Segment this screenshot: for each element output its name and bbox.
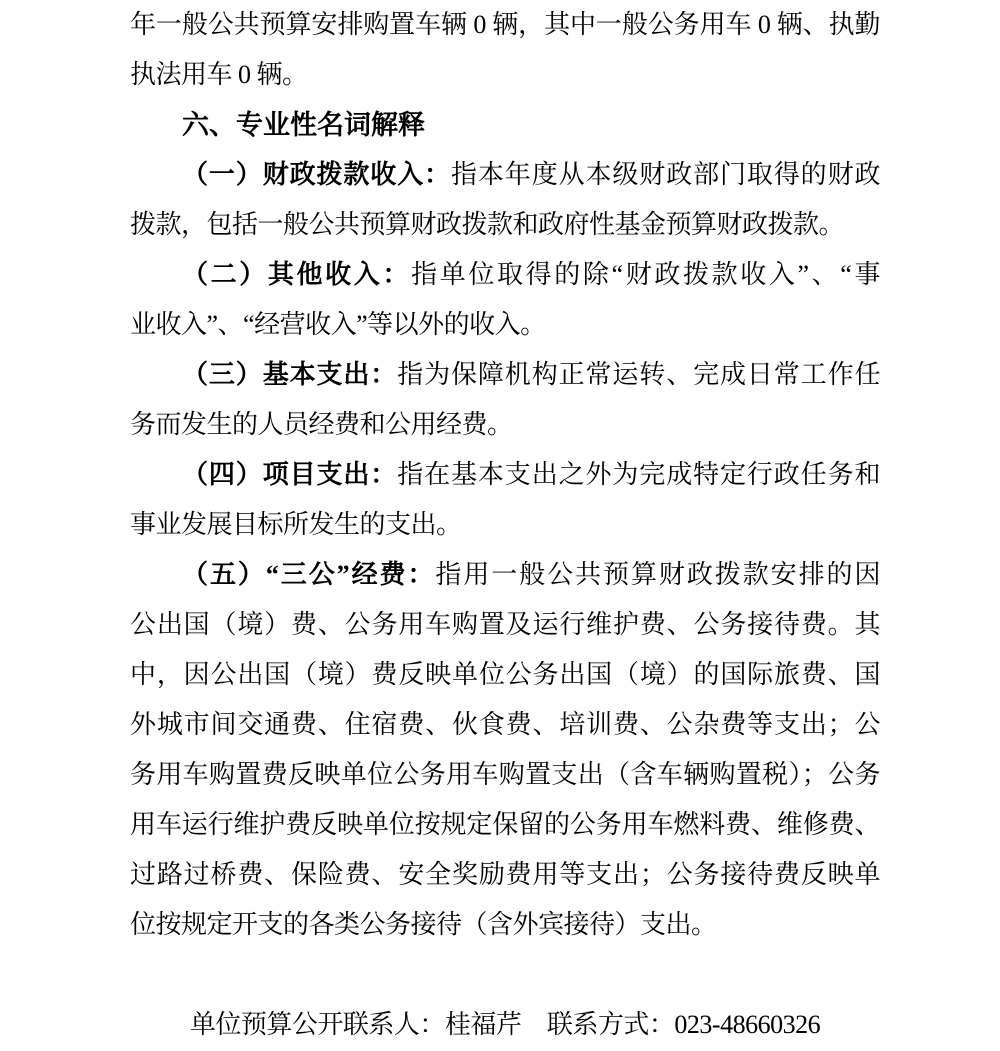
term-1-line-1 — [130, 150, 880, 200]
body-text: 事业发展目标所发生的支出。 — [130, 510, 462, 539]
body-text: 指用一般公共预算财政拨款安排的因 — [435, 560, 880, 589]
term-5-line-5 — [130, 750, 880, 800]
body-text: 位按规定开支的各类公务接待（含外宾接待）支出。 — [130, 910, 717, 939]
body-text: 过路过桥费、保险费、安全奖励费用等支出；公务接待费反映单 — [130, 860, 880, 889]
term-label: （一）财政拨款收入： — [182, 160, 451, 189]
body-text: 指为保障机构正常运转、完成日常工作任 — [397, 360, 880, 389]
body-text: 指在基本支出之外为完成特定行政任务和 — [397, 460, 880, 489]
body-line-carryover-2 — [130, 50, 880, 100]
body-text: 务而发生的人员经费和公用经费。 — [130, 410, 513, 439]
term-label: （五）“三公”经费： — [182, 560, 436, 589]
term-5-line-6 — [130, 800, 880, 850]
body-text: 年一般公共预算安排购置车辆 0 辆，其中一般公务用车 0 辆、执勤 — [130, 10, 880, 39]
term-4-line-2 — [130, 500, 880, 550]
term-label: （三）基本支出： — [182, 360, 398, 389]
term-label: （四）项目支出： — [182, 460, 398, 489]
body-text: 指本年度从本级财政部门取得的财政 — [451, 160, 880, 189]
term-5-line-7 — [130, 850, 880, 900]
term-5-line-4 — [130, 700, 880, 750]
term-3-line-1 — [130, 350, 880, 400]
section-heading-6 — [130, 100, 880, 150]
contact-line — [130, 1000, 880, 1050]
term-2-line-1 — [130, 250, 880, 300]
term-2-line-2 — [130, 300, 880, 350]
body-text: 务用车购置费反映单位公务用车购置支出（含车辆购置税）；公务 — [130, 760, 880, 789]
document-body — [130, 0, 880, 1050]
term-5-line-2 — [130, 600, 880, 650]
term-label: （二）其他收入： — [182, 260, 412, 289]
body-text: 业收入”、“经营收入”等以外的收入。 — [130, 310, 546, 339]
body-text: 外城市间交通费、住宿费、伙食费、培训费、公杂费等支出；公 — [130, 710, 880, 739]
term-5-line-3 — [130, 650, 880, 700]
body-text: 拨款，包括一般公共预算财政拨款和政府性基金预算财政拨款。 — [130, 210, 845, 239]
body-text: 指单位取得的除“财政拨款收入”、“事 — [411, 260, 880, 289]
term-5-line-8 — [130, 900, 880, 950]
body-text: 用车运行维护费反映单位按规定保留的公务用车燃料费、维修费、 — [130, 810, 880, 839]
term-3-line-2 — [130, 400, 880, 450]
spacer-line — [130, 950, 880, 1000]
body-line-carryover-1 — [130, 0, 880, 50]
body-text: 公出国（境）费、公务用车购置及运行维护费、公务接待费。其 — [130, 610, 880, 639]
term-1-line-2 — [130, 200, 880, 250]
body-text: 中，因公出国（境）费反映单位公务出国（境）的国际旅费、国 — [130, 660, 880, 689]
body-text: 执法用车 0 辆。 — [130, 60, 308, 89]
body-text: 单位预算公开联系人：桂福芹 联系方式：023-48660326 — [189, 1010, 821, 1039]
term-4-line-1 — [130, 450, 880, 500]
term-5-line-1 — [130, 550, 880, 600]
term-label: 六、专业性名词解释 — [182, 110, 425, 140]
